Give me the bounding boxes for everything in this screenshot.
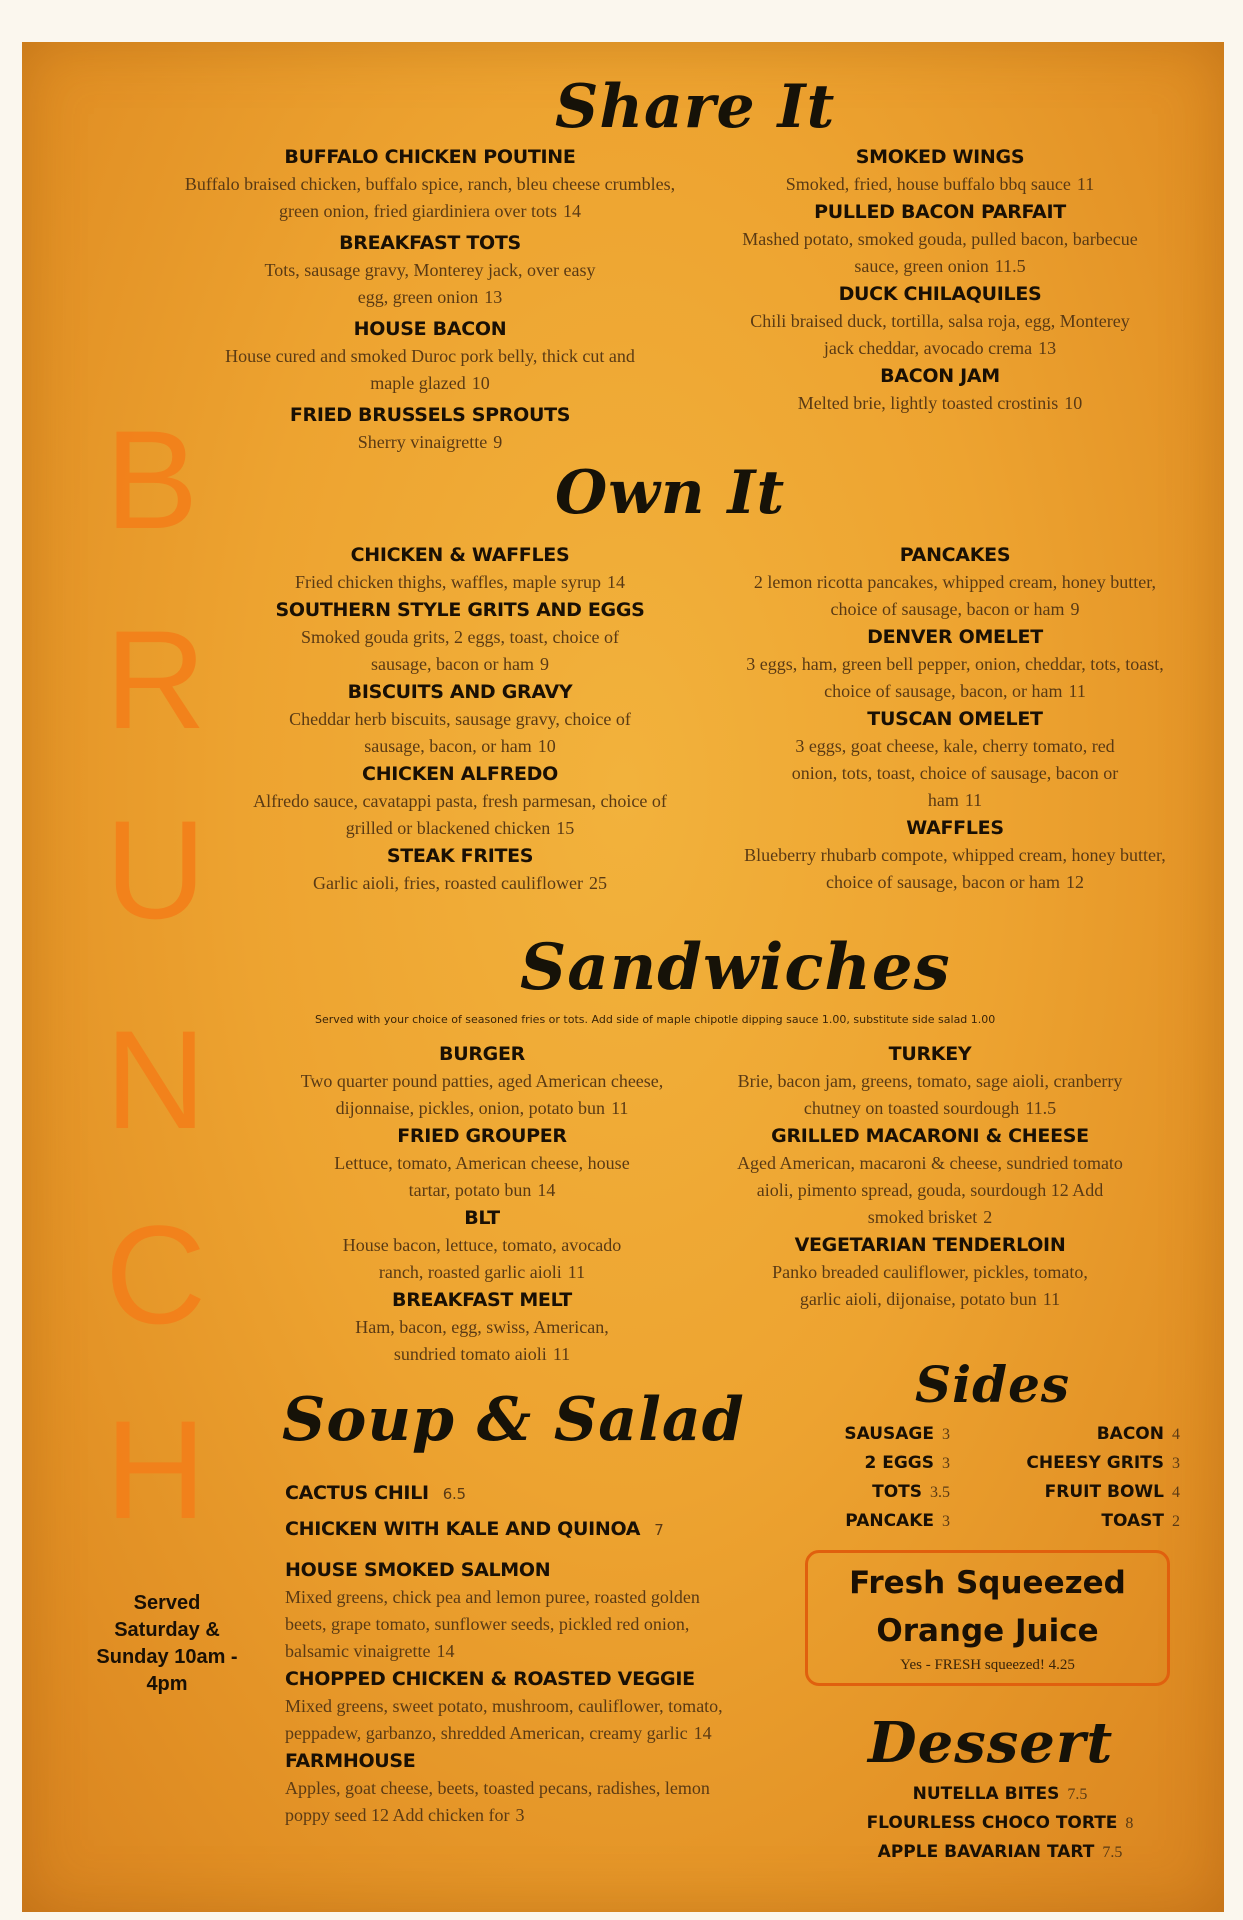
item-desc: Panko breaded cauliflower, pickles, tomato, garlic aioli, dijonaise, potato bun xyxy=(772,1262,1088,1309)
menu-item xyxy=(285,1747,735,1829)
brunch-letter: N xyxy=(105,1001,207,1158)
sides-left xyxy=(830,1420,950,1536)
item-name: TURKEY xyxy=(888,1043,972,1065)
brunch-letter: B xyxy=(105,401,199,558)
item-name: FRIED GROUPER xyxy=(397,1125,567,1147)
item-price: 15 xyxy=(556,818,575,838)
share-right-column xyxy=(720,143,1160,417)
menu-item xyxy=(262,1040,702,1122)
item-price: 9 xyxy=(539,654,549,674)
item-price: 11 xyxy=(1076,174,1095,194)
item-price: 7 xyxy=(654,1521,664,1539)
menu-item xyxy=(720,541,1190,623)
oj-sub: Yes - FRESH squeezed! 4.25 xyxy=(900,1657,1075,1673)
menu-item xyxy=(730,1231,1130,1313)
own-it-title: Own It xyxy=(555,458,786,528)
item-desc: Lettuce, tomato, American cheese, house tartar, potato bun xyxy=(334,1153,630,1200)
oj-line2: Orange Juice xyxy=(876,1613,1099,1649)
item-price: 14 xyxy=(607,572,626,592)
side-item: 2 EGGS 3 xyxy=(864,1453,950,1473)
menu-item xyxy=(250,678,670,760)
item-name: GRILLED MACARONI & CHEESE xyxy=(771,1125,1089,1147)
menu-item xyxy=(285,1556,735,1665)
dessert-title: Dessert xyxy=(868,1710,1114,1776)
item-price: 13 xyxy=(1038,338,1057,358)
item-name: BREAKFAST TOTS xyxy=(339,232,521,254)
item-name: BISCUITS AND GRAVY xyxy=(347,681,573,703)
menu-item xyxy=(720,623,1190,705)
item-price: 6.5 xyxy=(442,1485,466,1503)
item-desc: 3 eggs, ham, green bell pepper, onion, cheddar, tots, toast, choice of sausage, bacon, or ham xyxy=(746,654,1164,701)
menu-item xyxy=(720,362,1160,417)
sides-title: Sides xyxy=(915,1355,1071,1414)
item-price: 14 xyxy=(562,201,581,221)
item-price: 11 xyxy=(1042,1289,1061,1309)
item-desc: Aged American, macaroni & cheese, sundried tomato aioli, pimento spread, gouda, sourdough 12 Add smoked brisket xyxy=(737,1153,1123,1227)
item-price: 3 xyxy=(515,1805,525,1825)
menu-item xyxy=(170,315,690,397)
item-name: BREAKFAST MELT xyxy=(392,1289,572,1311)
item-desc: Fried chicken thighs, waffles, maple syrup xyxy=(294,572,602,592)
item-name: WAFFLES xyxy=(906,817,1004,839)
orange-juice-box xyxy=(805,1550,1170,1686)
item-price: 10 xyxy=(1064,393,1083,413)
side-item: BACON 4 xyxy=(1096,1424,1180,1444)
share-it-title: Share It xyxy=(555,72,836,142)
item-price: 14 xyxy=(693,1723,712,1743)
item-name: TUSCAN OMELET xyxy=(867,708,1043,730)
menu-item xyxy=(170,401,690,456)
item-name: FARMHOUSE xyxy=(285,1750,416,1772)
item-name: STEAK FRITES xyxy=(386,845,534,867)
item-price: 11 xyxy=(552,1344,571,1364)
side-item: CHEESY GRITS 3 xyxy=(1026,1453,1180,1473)
item-desc: Apples, goat cheese, beets, toasted pecans, radishes, lemon poppy seed 12 Add chicken for xyxy=(285,1778,710,1825)
item-price: 14 xyxy=(537,1180,556,1200)
item-name: CHICKEN WITH KALE AND QUINOA xyxy=(285,1518,641,1540)
item-name: CACTUS CHILI xyxy=(285,1482,429,1504)
item-desc: Buffalo braised chicken, buffalo spice, ranch, bleu cheese crumbles, green onion, fried giardiniera over tots xyxy=(184,174,676,221)
share-left-column xyxy=(170,143,690,456)
menu-item xyxy=(720,280,1160,362)
item-name: SMOKED WINGS xyxy=(855,146,1025,168)
item-name: BACON JAM xyxy=(880,365,1000,387)
item-desc: Cheddar herb biscuits, sausage gravy, choice of sausage, bacon, or ham xyxy=(289,709,631,756)
served-hours: Served Saturday & Sunday 10am - 4pm xyxy=(96,1592,238,1695)
brunch-letter: H xyxy=(105,1391,207,1548)
menu-item xyxy=(285,1511,663,1547)
brunch-letter: C xyxy=(105,1196,207,1353)
menu-item xyxy=(730,1122,1130,1231)
item-desc: House bacon, lettuce, tomato, avocado ranch, roasted garlic aioli xyxy=(342,1235,622,1282)
menu-item xyxy=(720,705,1190,814)
item-price: 12 xyxy=(1065,872,1084,892)
item-desc: Ham, bacon, egg, swiss, American, sundried tomato aioli xyxy=(355,1317,609,1364)
item-desc: Smoked gouda grits, 2 eggs, toast, choice of sausage, bacon or ham xyxy=(301,627,619,674)
soup-list xyxy=(285,1475,663,1547)
item-name: DENVER OMELET xyxy=(867,626,1043,648)
brunch-letter: R xyxy=(105,601,207,758)
sandwich-left-column xyxy=(262,1040,702,1368)
menu-item xyxy=(250,541,670,596)
menu-item xyxy=(262,1122,702,1204)
dessert-item: FLOURLESS CHOCO TORTE 8 xyxy=(866,1813,1134,1833)
soup-salad-title: Soup & Salad xyxy=(282,1385,745,1455)
menu-item xyxy=(250,842,670,897)
own-right-column xyxy=(720,541,1190,896)
item-name: BLT xyxy=(464,1207,500,1229)
item-name: VEGETARIAN TENDERLOIN xyxy=(794,1234,1066,1256)
item-desc: Mixed greens, sweet potato, mushroom, cauliflower, tomato, peppadew, garbanzo, shredded American, creamy garlic xyxy=(285,1696,723,1743)
item-desc: Alfredo sauce, cavatappi pasta, fresh parmesan, choice of grilled or blackened chicken xyxy=(253,791,667,838)
menu-item xyxy=(720,143,1160,198)
item-price: 2 xyxy=(983,1207,993,1227)
item-name: HOUSE BACON xyxy=(353,318,507,340)
oj-line1: Fresh Squeezed xyxy=(849,1565,1126,1601)
dessert-item: NUTELLA BITES 7.5 xyxy=(912,1784,1088,1804)
menu-item xyxy=(250,596,670,678)
item-name: CHICKEN & WAFFLES xyxy=(350,544,570,566)
item-price: 11 xyxy=(1068,681,1086,701)
item-desc: Smoked, fried, house buffalo bbq sauce xyxy=(785,174,1071,194)
item-name: HOUSE SMOKED SALMON xyxy=(285,1559,551,1581)
side-item: TOTS 3.5 xyxy=(872,1482,950,1502)
item-name: BURGER xyxy=(439,1043,525,1065)
item-name: FRIED BRUSSELS SPROUTS xyxy=(289,404,571,426)
item-price: 11 xyxy=(964,790,983,810)
dessert-list xyxy=(850,1780,1150,1867)
item-price: 11 xyxy=(567,1262,586,1282)
item-name: SOUTHERN STYLE GRITS AND EGGS xyxy=(275,599,645,621)
menu-item xyxy=(170,143,690,225)
menu-item xyxy=(262,1286,702,1368)
own-left-column xyxy=(250,541,670,897)
item-name: CHOPPED CHICKEN & ROASTED VEGGIE xyxy=(285,1668,695,1690)
sides-right xyxy=(1005,1420,1180,1536)
item-desc: Two quarter pound patties, aged American cheese, dijonnaise, pickles, onion, potato bun xyxy=(300,1071,664,1118)
item-desc: Tots, sausage gravy, Monterey jack, over easy egg, green onion xyxy=(264,260,596,307)
item-price: 10 xyxy=(537,736,556,756)
item-desc: Garlic aioli, fries, roasted cauliflower xyxy=(313,873,583,893)
item-name: PANCAKES xyxy=(899,544,1011,566)
item-price: 9 xyxy=(1070,599,1080,619)
item-desc: Chili braised duck, tortilla, salsa roja, egg, Monterey jack cheddar, avocado crema xyxy=(750,311,1130,358)
salad-list xyxy=(285,1556,735,1829)
menu-item xyxy=(720,198,1160,280)
item-name: CHICKEN ALFREDO xyxy=(362,763,558,785)
menu-item xyxy=(262,1204,702,1286)
item-desc: Melted brie, lightly toasted crostinis xyxy=(797,393,1059,413)
menu-item xyxy=(250,760,670,842)
item-price: 10 xyxy=(471,373,490,393)
menu-item xyxy=(170,229,690,311)
menu-item xyxy=(720,814,1190,896)
item-price: 11.5 xyxy=(1025,1098,1057,1118)
item-desc: Brie, bacon jam, greens, tomato, sage aioli, cranberry chutney on toasted sourdough xyxy=(737,1071,1123,1118)
dessert-item: APPLE BAVARIAN TART 7.5 xyxy=(877,1842,1123,1862)
item-price: 13 xyxy=(484,287,503,307)
brunch-letter: U xyxy=(105,791,207,948)
item-name: PULLED BACON PARFAIT xyxy=(814,201,1066,223)
side-item: PANCAKE 3 xyxy=(845,1511,950,1531)
item-desc: Mixed greens, chick pea and lemon puree, roasted golden beets, grape tomato, sunflower seeds, pickled red onion, balsamic vinaigrette xyxy=(285,1587,700,1661)
item-price: 9 xyxy=(493,432,503,452)
item-desc: Blueberry rhubarb compote, whipped cream, honey butter, choice of sausage, bacon or ham xyxy=(744,845,1166,892)
side-item: FRUIT BOWL 4 xyxy=(1044,1482,1180,1502)
item-desc: 2 lemon ricotta pancakes, whipped cream, honey butter, choice of sausage, bacon or ham xyxy=(753,572,1157,619)
item-desc: Sherry vinaigrette xyxy=(357,432,488,452)
item-desc: House cured and smoked Duroc pork belly, thick cut and maple glazed xyxy=(225,346,635,393)
menu-item xyxy=(285,1665,735,1747)
menu-item xyxy=(730,1040,1130,1122)
item-price: 11.5 xyxy=(994,256,1026,276)
item-name: DUCK CHILAQUILES xyxy=(838,283,1042,305)
menu-item xyxy=(285,1475,663,1511)
item-price: 25 xyxy=(588,873,607,893)
item-price: 14 xyxy=(436,1641,455,1661)
item-name: BUFFALO CHICKEN POUTINE xyxy=(284,146,576,168)
item-desc: Mashed potato, smoked gouda, pulled bacon, barbecue sauce, green onion xyxy=(742,229,1138,276)
sandwich-note: Served with your choice of seasoned fries or tots. Add side of maple chipotle dipping sauce 1.00, substitute side salad 1.00 xyxy=(315,1013,996,1026)
sandwiches-title: Sandwiches xyxy=(520,930,951,1005)
side-item: TOAST 2 xyxy=(1101,1511,1180,1531)
item-price: 11 xyxy=(611,1098,629,1118)
item-desc: 3 eggs, goat cheese, kale, cherry tomato, red onion, tots, toast, choice of sausage, bacon or ham xyxy=(791,736,1119,810)
side-item: SAUSAGE 3 xyxy=(844,1424,950,1444)
sandwich-right-column xyxy=(730,1040,1130,1313)
